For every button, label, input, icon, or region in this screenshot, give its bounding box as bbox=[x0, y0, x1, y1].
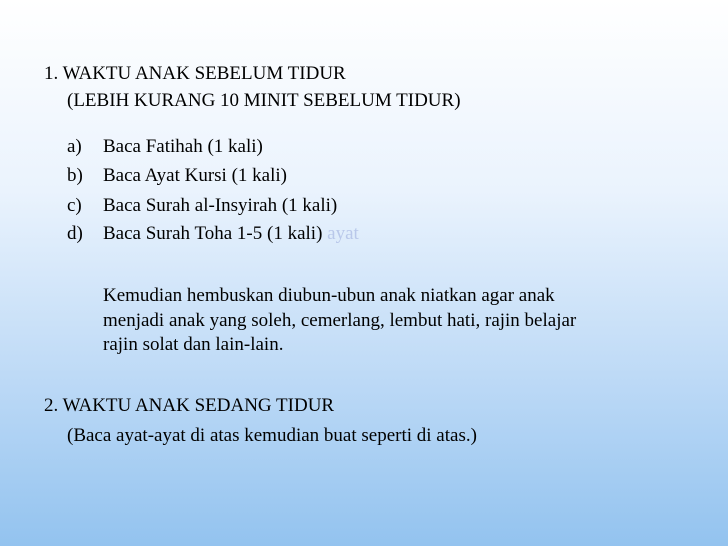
list-item-text: Baca Surah al-Insyirah (1 kali) bbox=[103, 195, 338, 216]
list-marker: c) bbox=[67, 195, 82, 216]
list-item-text: Baca Ayat Kursi (1 kali) bbox=[103, 165, 287, 186]
list-marker: d) bbox=[67, 223, 83, 244]
paragraph-line: Kemudian hembuskan diubun-ubun anak niatkan agar anak bbox=[103, 285, 555, 306]
list-marker: a) bbox=[67, 136, 82, 157]
section2-heading: 2. WAKTU ANAK SEDANG TIDUR bbox=[44, 395, 335, 416]
list-item-text: Baca Surah Toha 1-5 (1 kali) bbox=[103, 223, 323, 244]
section2-subheading: (Baca ayat-ayat di atas kemudian buat seperti di atas.) bbox=[67, 425, 477, 446]
instruction-paragraph bbox=[103, 284, 723, 358]
list-item-row bbox=[103, 222, 359, 246]
section1-subheading: (LEBIH KURANG 10 MINIT SEBELUM TIDUR) bbox=[67, 90, 461, 111]
list-item-text: Baca Fatihah (1 kali) bbox=[103, 136, 263, 157]
ayat-link[interactable]: ayat bbox=[327, 223, 359, 244]
paragraph-line: rajin solat dan lain-lain. bbox=[103, 334, 284, 355]
section1-heading: 1. WAKTU ANAK SEBELUM TIDUR bbox=[44, 63, 346, 84]
paragraph-line: menjadi anak yang soleh, cemerlang, lembut hati, rajin belajar bbox=[103, 309, 577, 331]
list-marker: b) bbox=[67, 165, 83, 186]
